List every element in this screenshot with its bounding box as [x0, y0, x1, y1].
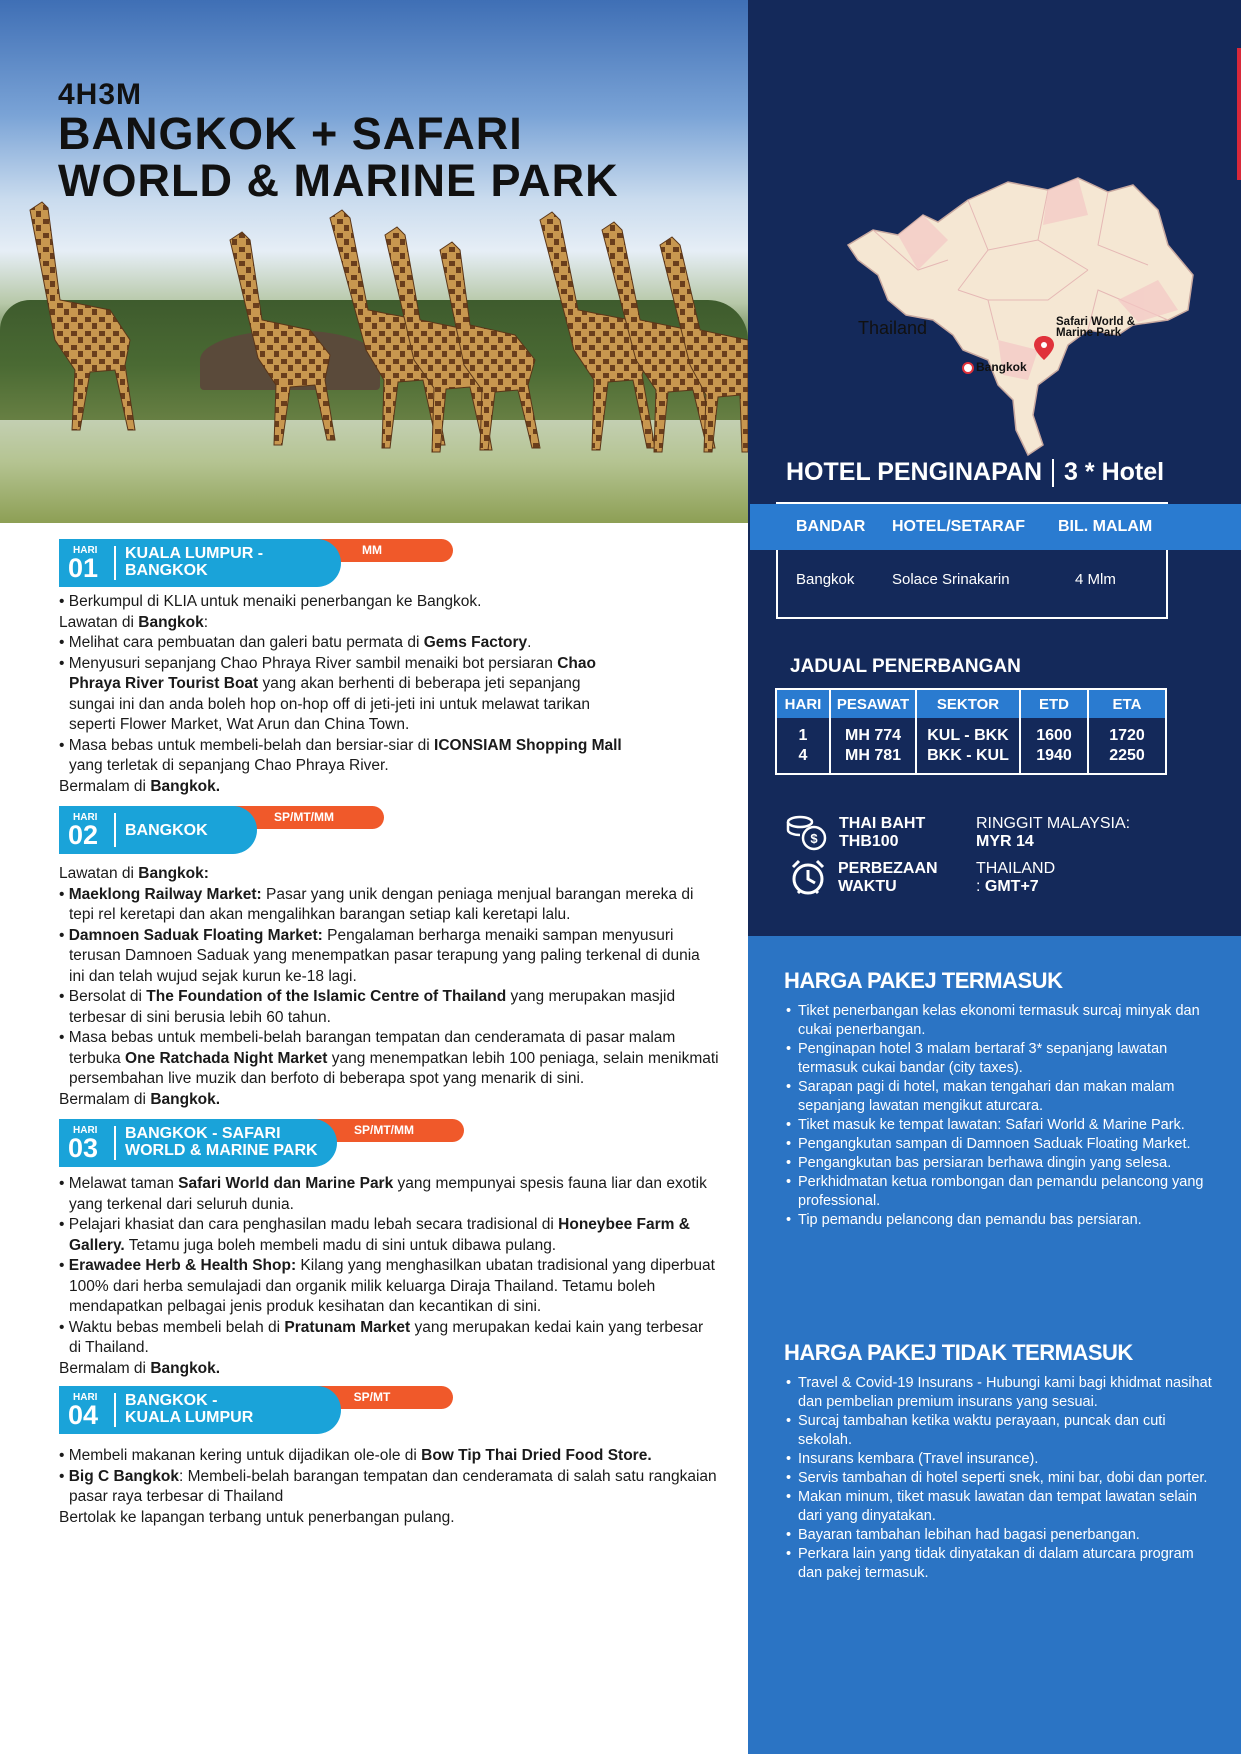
day-2-number: 02	[68, 820, 99, 850]
day-2-tag: SP/MT/MM HARI 02 BANGKOK	[59, 806, 349, 854]
included-list	[776, 1002, 1216, 1230]
day-3-tag: SP/MT/MM HARI 03 BANGKOK - SAFARI WORLD & MARINE PARK	[59, 1119, 419, 1167]
day-2-place: BANGKOK	[125, 822, 208, 839]
hotel-col-hotel: HOTEL/SETARAF	[892, 518, 1026, 535]
day-3-text: • Melawat taman Safari World dan Marine Park yang mempunyai spesis fauna liar dan exotik yang terkenal dari seluruh dunia. • Pelajari khasiat dan cara penghasilan madu lebah secara tradisional di Honeybee Farm & Gallery. Tetamu juga boleh membeli madu di sini untuk dibawa pulang. • Erawadee Herb & Health Shop: Kilang yang menghasilkan ubatan tradisional yang diperbuat 100% dari herba semulajadi dan organik milik keluarga Diraja Thailand. Tetamu boleh mendapatkan pelbagai jenis produk kesihatan dan kecantikan di sini. • Waktu bebas membeli belah di Pratunam Market yang merupakan kedai kain yang terbesar di Thailand. Bermalam di Bangkok.	[59, 1175, 715, 1377]
list-item: • Makan minum, tiket masuk lawatan dan tempat lawatan selain dari yang dinyatakan.	[776, 1488, 1216, 1526]
flight-title: JADUAL PENERBANGAN	[790, 656, 1021, 677]
hotel-col-city: BANDAR	[796, 518, 866, 535]
currency-icon	[786, 812, 828, 852]
accent-line	[1237, 48, 1241, 180]
timezone-label: PERBEZAAN WAKTU	[838, 860, 938, 895]
list-item: • Tip pemandu pelancong dan pemandu bas persiaran.	[776, 1211, 1216, 1230]
bangkok-marker	[963, 363, 973, 373]
list-item: • Tiket penerbangan kelas ekonomi termasuk surcaj minyak dan cukai penerbangan.	[776, 1002, 1216, 1040]
timezone-value: THAILAND : GMT+7	[976, 860, 1056, 895]
day-1-number: 01	[68, 553, 99, 583]
hero-banner	[0, 0, 748, 523]
list-item: • Perkara lain yang tidak dinyatakan di dalam aturcara program dan pakej termasuk.	[776, 1545, 1216, 1583]
map-shape	[788, 170, 1208, 460]
list-item: • Sarapan pagi di hotel, makan tengahari dan makan malam sepanjang lawatan mengikut aturcara.	[776, 1078, 1216, 1116]
day-4-number: 04	[68, 1400, 99, 1430]
flight-table	[775, 688, 1167, 775]
flight-days: 1 4	[776, 718, 830, 774]
hotel-name: Solace Srinakarin	[892, 571, 1010, 588]
flight-col-sector: SEKTOR	[916, 689, 1020, 718]
day-1-place: KUALA LUMPUR - BANGKOK	[125, 545, 264, 579]
day-3-number: 03	[68, 1133, 99, 1163]
map-bangkok-label: Bangkok	[976, 360, 1027, 374]
hotel-city: Bangkok	[796, 571, 855, 588]
hotel-divider	[1052, 459, 1054, 487]
svg-text:$: $	[810, 831, 818, 846]
day-4-text: • Membeli makanan kering untuk dijadikan ole-ole di Bow Tip Thai Dried Food Store. • Big C Bangkok: Membeli-belah barangan tempatan dan cenderamata di salah satu rangkaian pasar raya terbesar di Thailand Bertolak ke lapangan terbang untuk penerbangan pulang.	[59, 1447, 717, 1526]
list-item: • Pengangkutan bas persiaran berhawa dingin yang selesa.	[776, 1154, 1216, 1173]
currency-value: RINGGIT MALAYSIA: MYR 14	[976, 815, 1131, 850]
thailand-map	[788, 170, 1208, 460]
day-4-place: BANGKOK - KUALA LUMPUR	[125, 1392, 254, 1426]
hotel-title: HOTEL PENGINAPAN	[786, 458, 1043, 486]
info-panel	[748, 0, 1241, 936]
flight-col-etd: ETD	[1020, 689, 1088, 718]
list-item: • Travel & Covid-19 Insurans - Hubungi kami bagi khidmat nasihat dan pembelian premium insurans yang sesuai.	[776, 1374, 1216, 1412]
day-4-tag: SP/MT HARI 04 BANGKOK - KUALA LUMPUR	[59, 1386, 399, 1434]
flight-col-plane: PESAWAT	[830, 689, 916, 718]
hotel-table	[776, 502, 1168, 619]
hotel-heading	[786, 458, 1164, 487]
day-4-meals: SP/MT	[291, 1386, 453, 1409]
giraffes-image	[0, 190, 748, 480]
trip-title	[58, 80, 619, 204]
list-item: • Surcaj tambahan ketika waktu perayaan, puncak dan cuti sekolah.	[776, 1412, 1216, 1450]
currency-label: THAI BAHT THB100	[839, 815, 926, 850]
list-item: • Tiket masuk ke tempat lawatan: Safari World & Marine Park.	[776, 1116, 1216, 1135]
flight-etas: 1720 2250	[1109, 726, 1145, 764]
included-title: HARGA PAKEJ TERMASUK	[784, 968, 1063, 993]
flight-planes: MH 774 MH 781	[830, 718, 916, 774]
hotel-table-header	[750, 504, 1241, 550]
list-item: • Penginapan hotel 3 malam bertaraf 3* sepanjang lawatan termasuk cukai bandar (city taxes).	[776, 1040, 1216, 1078]
hotel-nights: 4 Mlm	[1075, 571, 1116, 588]
package-panel	[748, 936, 1241, 1754]
day-1-meals: MM	[291, 539, 453, 562]
list-item: • Insurans kembara (Travel insurance).	[776, 1450, 1216, 1469]
flight-sectors: KUL - BKK BKK - KUL	[916, 718, 1020, 774]
map-safari-label: Safari World & Marine Park	[1056, 316, 1136, 339]
trip-title-line2: WORLD & MARINE PARK	[58, 155, 619, 206]
day-1-tag: MM HARI 01 KUALA LUMPUR - BANGKOK	[59, 539, 399, 587]
day-3-meals: SP/MT/MM	[304, 1119, 464, 1142]
flight-col-eta: ETA	[1088, 689, 1166, 718]
flight-etds: 1600 1940	[1020, 718, 1088, 774]
list-item: • Perkhidmatan ketua rombongan dan pemandu pelancong yang professional.	[776, 1173, 1216, 1211]
flight-header-row	[776, 689, 1166, 718]
flight-col-day: HARI	[776, 689, 830, 718]
day-2-text: Lawatan di Bangkok: • Maeklong Railway Market: Pasar yang unik dengan peniaga menjual barangan mereka di tepi rel keretapi dan akan mengalihkan barangan setiap kali keretapi lalu. • Damnoen Saduak Floating Market: Pengalaman berharga menaiki sampan menyusuri terusan Damnoen Saduak yang menempatkan pasar terapung yang paling terkenal di dunia ini dan telah wujud sejak kurun ke-18 lagi. • Bersolat di The Foundation of the Islamic Centre of Thailand yang merupakan masjid terbesar di sini berusia lebih 60 tahun. • Masa bebas untuk membeli-belah barangan tempatan dan cenderamata di pasar malam terbuka One Ratchada Night Market yang menempatkan lebih 100 peniaga, selain menikmati persembahan live muzik dan berfoto di beberapa spot yang menarik di sini. Bermalam di Bangkok.	[59, 865, 719, 1108]
trip-title-line1: BANGKOK + SAFARI	[58, 108, 523, 159]
flight-row	[776, 718, 1166, 774]
clock-icon	[788, 857, 828, 897]
excluded-list	[776, 1374, 1216, 1583]
day-2-meals: SP/MT/MM	[224, 806, 384, 829]
excluded-title: HARGA PAKEJ TIDAK TERMASUK	[784, 1340, 1133, 1365]
hotel-col-nights: BIL. MALAM	[1058, 518, 1153, 535]
trip-duration: 4H3M	[58, 78, 143, 111]
day-1-text: • Berkumpul di KLIA untuk menaiki penerbangan ke Bangkok. Lawatan di Bangkok: • Melihat cara pembuatan dan galeri batu permata di Gems Factory. • Menyusuri sepanjang Chao Phraya River sambil menaiki bot persiaran Chao Phraya River Tourist Boat yang akan berhenti di beberapa jeti sepanjang sungai ini dan anda boleh hop on-hop off di jeti-jeti ini untuk melawat tarikan seperti Flower Market, Wat Arun dan China Town. • Masa bebas untuk membeli-belah dan bersiar-siar di ICONSIAM Shopping Mall yang terletak di sepanjang Chao Phraya River. Bermalam di Bangkok.	[59, 593, 622, 795]
map-country-label: Thailand	[858, 318, 928, 338]
list-item: • Pengangkutan sampan di Damnoen Saduak Floating Market.	[776, 1135, 1216, 1154]
day-3-place: BANGKOK - SAFARI WORLD & MARINE PARK	[125, 1125, 318, 1159]
list-item: • Servis tambahan di hotel seperti snek, mini bar, dobi dan porter.	[776, 1469, 1216, 1488]
list-item: • Bayaran tambahan lebihan had bagasi penerbangan.	[776, 1526, 1216, 1545]
hotel-rating: 3 * Hotel	[1064, 458, 1165, 486]
